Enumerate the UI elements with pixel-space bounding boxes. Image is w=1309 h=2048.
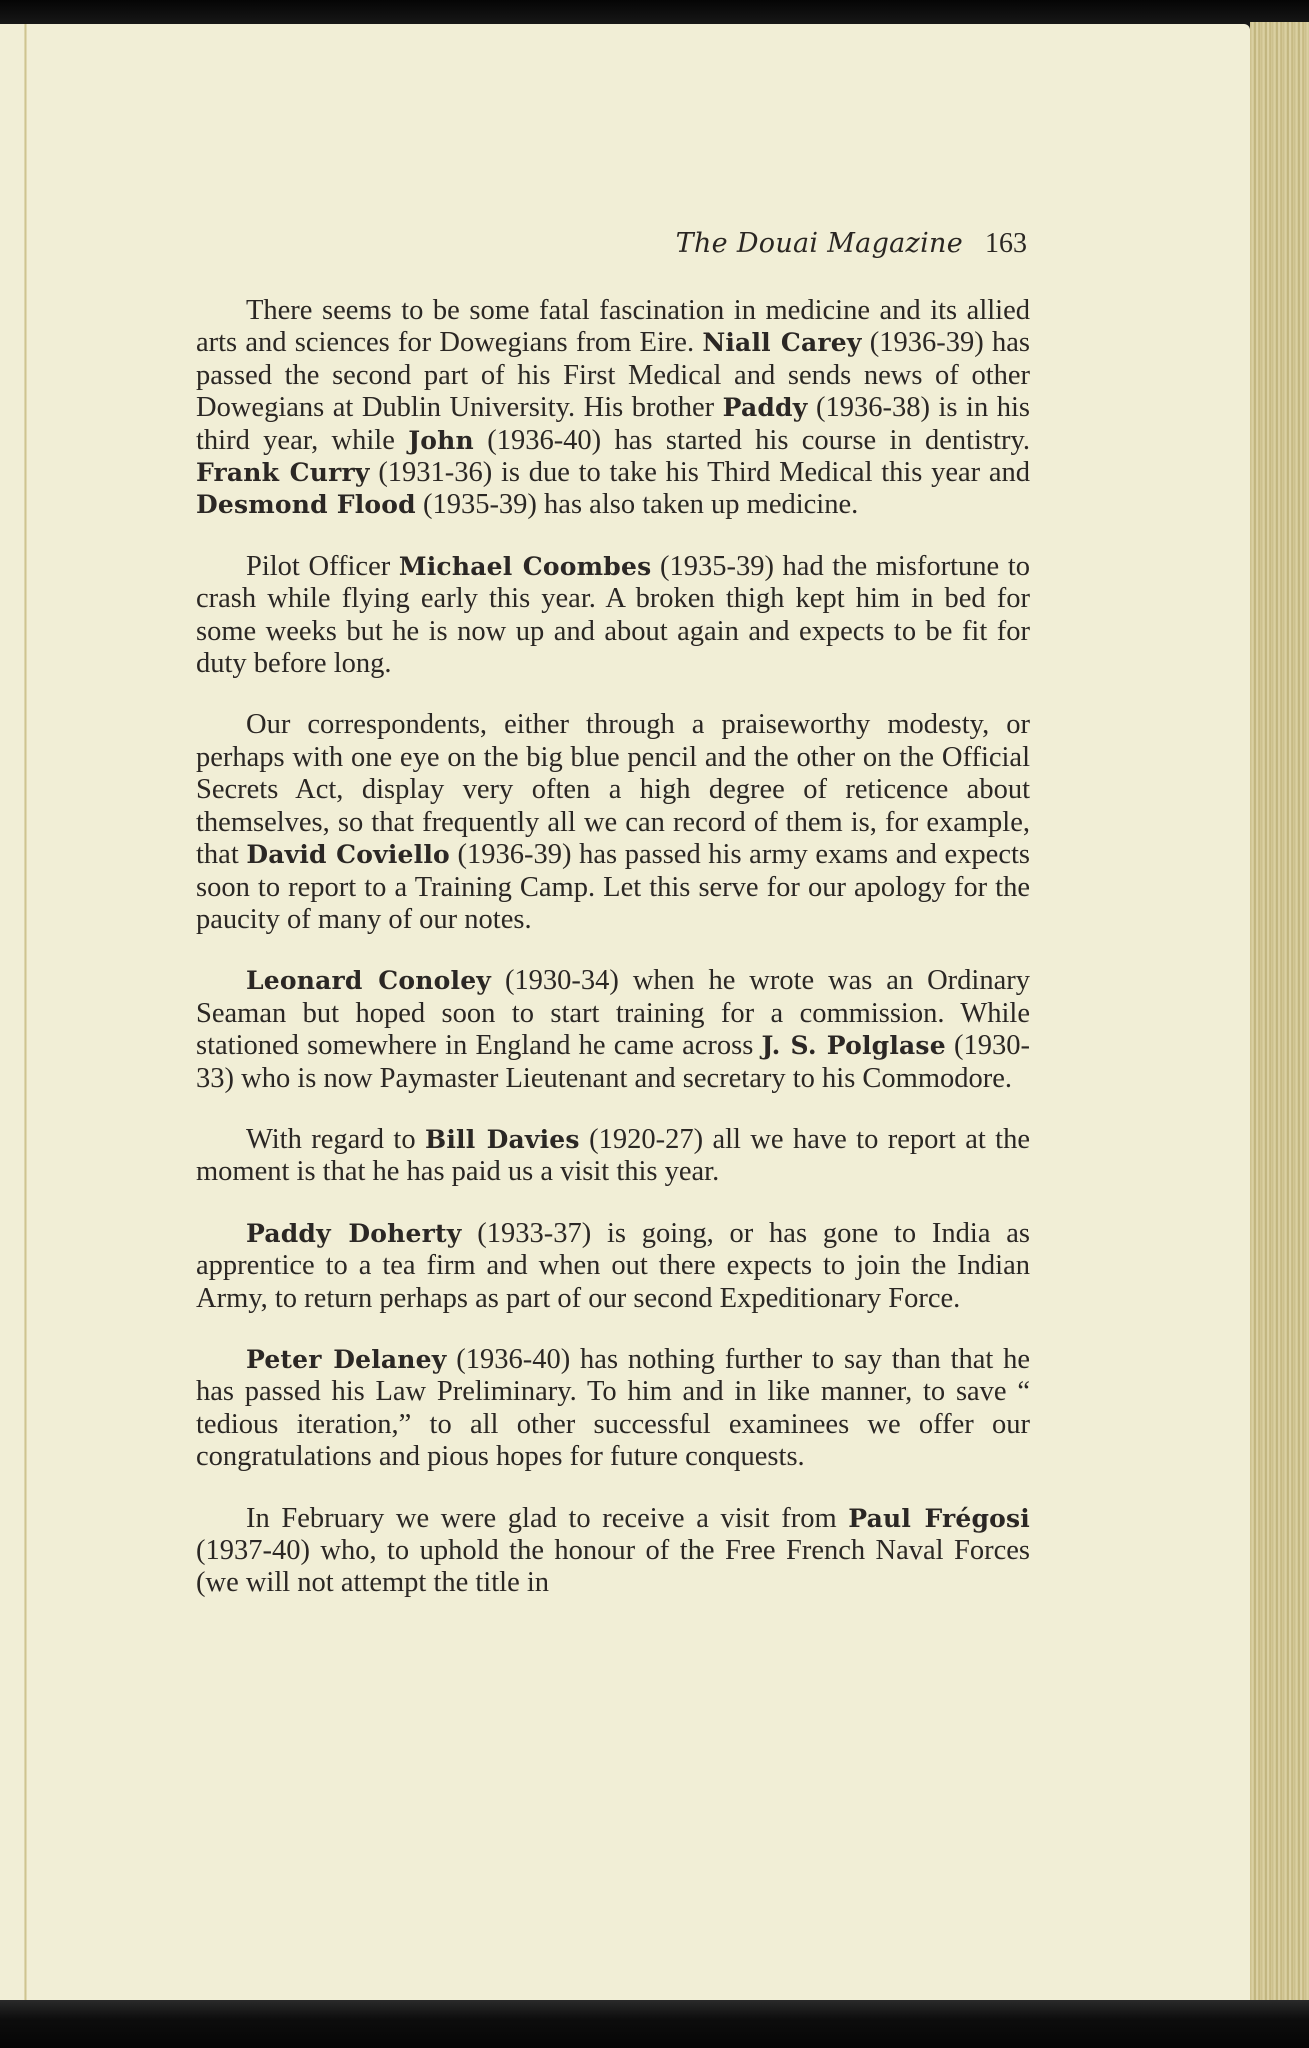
paragraph — [196, 1344, 1030, 1474]
person-name: David Coviello — [246, 840, 450, 870]
paragraph-text: There seems to be some fatal fascination in medicine and its allied arts and sciences for Dowegians from Eire. — [196, 295, 1030, 359]
paragraph-text: (1920-27) all we have to report at the moment is that he has paid us a visit this year. — [196, 1123, 1030, 1188]
person-name: Desmond Flood — [196, 490, 416, 520]
person-name: Paddy Doherty — [246, 1218, 462, 1248]
person-name: John — [408, 425, 474, 455]
person-name: Paul Frégosi — [848, 1503, 1030, 1533]
paragraph-text: (1936-39) has passed his army exams and expects soon to report to a Training Camp. Let this serve for our apology for the paucity of many of our notes. — [196, 839, 1030, 935]
paragraph-text: (1937-40) who, to uphold the honour of the Free French Naval Forces (we will not attempt the title in — [196, 1535, 1030, 1599]
paragraph — [196, 965, 1030, 1095]
person-name: Michael Coombes — [398, 551, 652, 581]
paragraph — [196, 1218, 1030, 1315]
paragraph-text: (1935-39) had the misfortune to crash while flying early this year. A broken thigh kept him in bed for some weeks but he is now up and about again and expects to be fit for duty before long. — [196, 550, 1030, 680]
paragraph-text: (1936-38) is in his third year, while — [196, 392, 1030, 456]
person-name: J. S. Polglase — [761, 1031, 946, 1061]
running-header-title: The Douai Magazine — [675, 228, 963, 259]
paragraph — [196, 1503, 1030, 1600]
paragraph — [196, 1124, 1030, 1189]
page-gutter-fold — [24, 24, 27, 2000]
body-text — [196, 295, 1030, 1629]
person-name: Bill Davies — [425, 1124, 580, 1154]
paragraph — [196, 709, 1030, 936]
paragraph-text: (1936-40) has nothing further to say than that he has passed his Law Preliminary. To him and in like manner, to save “ tedious iteration,” to all other successful examinees we offer our congratulations and pious hopes for future conquests. — [196, 1343, 1030, 1473]
page-fore-edge-stack — [1250, 22, 1309, 2004]
book-cover-bottom-edge — [0, 2000, 1309, 2048]
paragraph — [196, 295, 1030, 522]
paragraph-text: (1930-33) who is now Paymaster Lieutenant and secretary to his Commodore. — [196, 1030, 1031, 1094]
person-name: Paddy — [722, 393, 808, 423]
paragraph-text: (1933-37) is going, or has gone to India as apprentice to a tea firm and when out there expects to join the Indian Army, to return perhaps as part of our second Expeditionary Force. — [196, 1217, 1030, 1314]
paragraph-text: (1931-36) is due to take his Third Medical this year and — [369, 457, 1030, 489]
paragraph-text: (1936-39) has passed the second part of his First Medical and sends news of other Dowegians at Dublin University. His brother — [196, 327, 1030, 424]
paragraph-text: Our correspondents, either through a praiseworthy modesty, or perhaps with one eye on the big blue pencil and the other on the Official Secrets Act, display very often a high degree of reticence about themselves, so that frequently all we can record of them is, for example, that — [196, 709, 1030, 871]
person-name: Peter Delaney — [246, 1344, 447, 1374]
person-name: Niall Carey — [702, 328, 862, 358]
person-name: Frank Curry — [196, 458, 370, 488]
page-number: 163 — [985, 228, 1027, 259]
paragraph-text: Pilot Officer — [246, 550, 399, 582]
paragraph-text: With regard to — [246, 1123, 425, 1155]
paragraph — [196, 551, 1030, 681]
paragraph-text: (1935-39) has also taken up medicine. — [415, 489, 859, 521]
paragraph-text: (1936-40) has started his course in dentistry. — [473, 424, 1031, 456]
person-name: Leonard Conoley — [246, 966, 492, 996]
paragraph-text: In February we were glad to receive a visit from — [246, 1502, 849, 1534]
running-header — [0, 228, 1027, 260]
paragraph-text: (1930-34) when he wrote was an Ordinary Seaman but hoped soon to start training for a commission. While stationed somewhere in England he came across — [196, 965, 1030, 1062]
